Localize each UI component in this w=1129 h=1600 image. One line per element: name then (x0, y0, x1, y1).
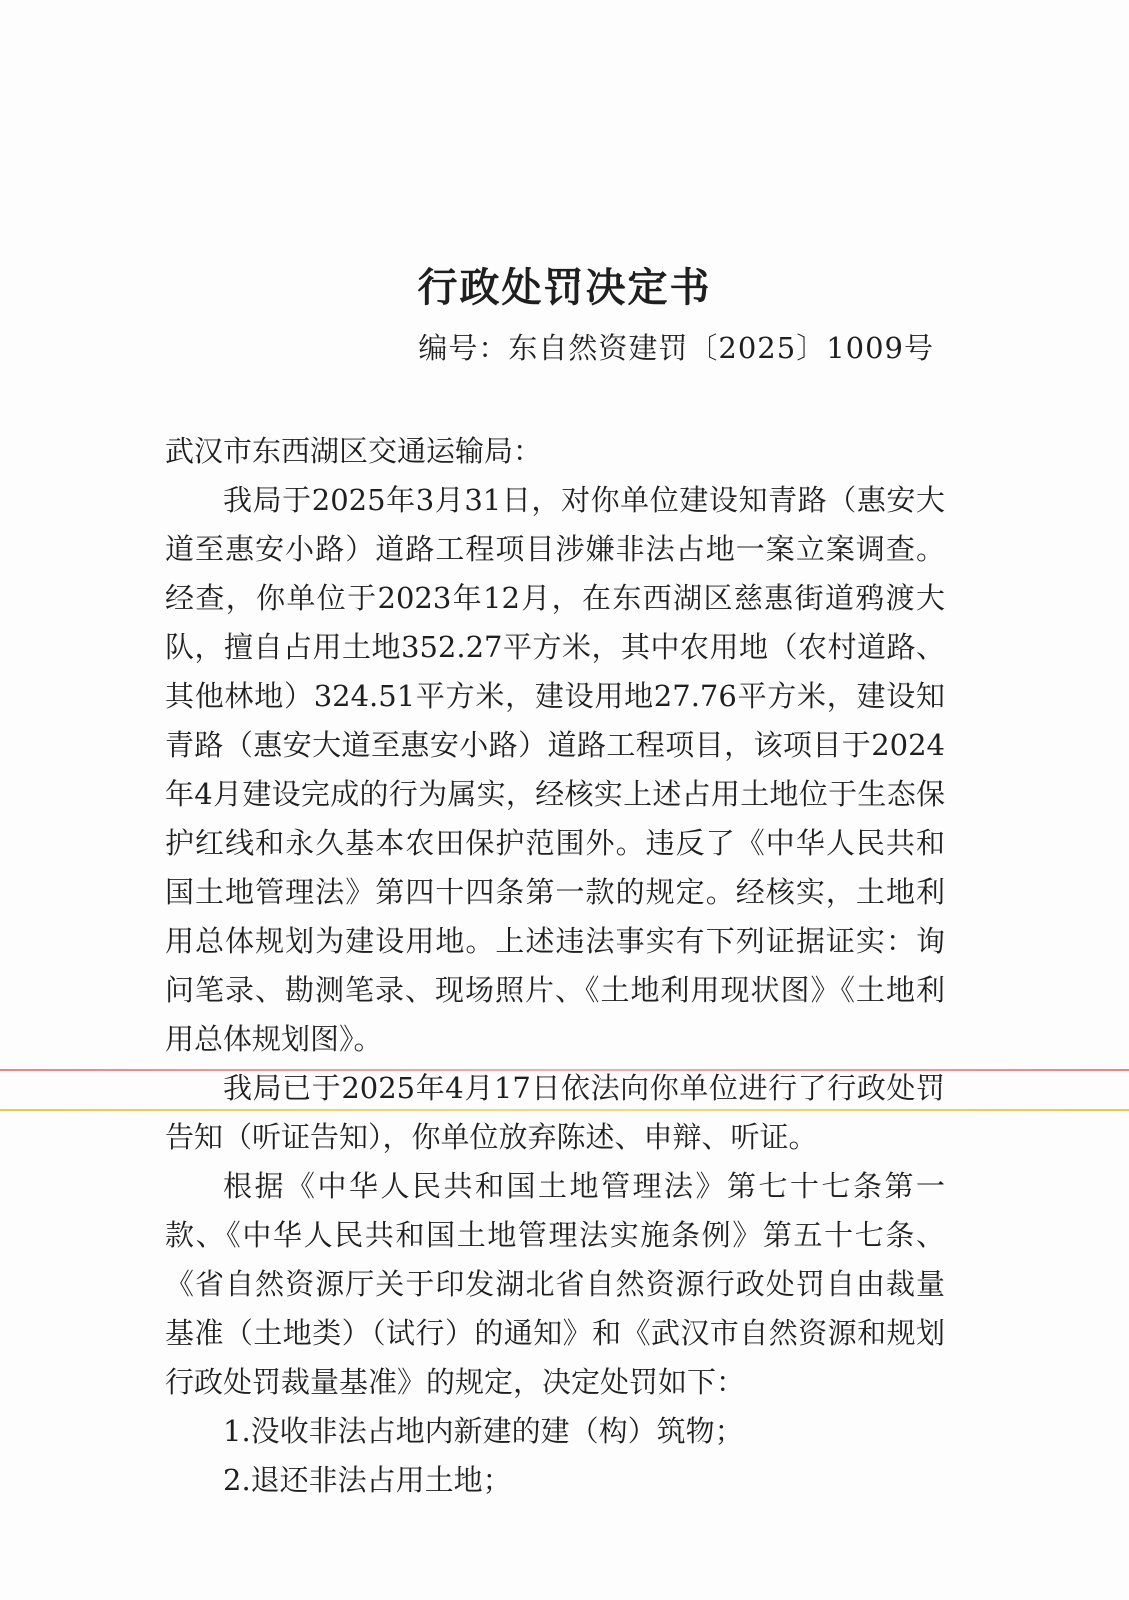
decision-item: 2.退还非法占用土地； (223, 1463, 512, 1497)
document-title: 行政处罚决定书 (417, 264, 712, 311)
paragraph-legal-basis: 根据《中华人民共和国土地管理法》第七十七条第一款、《中华人民共和国土地管理法实施条例》第五十七条、《省自然资源厅关于印发湖北省自然资源行政处罚自由裁量基准（土地类）（试行）的通知》和《武汉市自然资源和规划行政处罚裁量基准》的规定，决定处罚如下： (165, 1169, 945, 1399)
recipient: 武汉市东西湖区交通运输局： (165, 434, 543, 468)
paragraph-investigation: 我局于2025年3月31日，对你单位建设知青路（惠安大道至惠安小路）道路工程项目涉嫌非法占地一案立案调查。经查，你单位于2023年12月，在东西湖区慈惠街道鸦渡大队，擅自占用土地352.27平方米，其中农用地（农村道路、其他林地）324.51平方米，建设用地27.76平方米，建设知青路（惠安大道至惠安小路）道路工程项目，该项目于2024年4月建设完成的行为属实，经核实上述占用土地位于生态保护红线和永久基本农田保护范围外。违反了《中华人民共和国土地管理法》第四十四条第一款的规定。经核实，土地利用总体规划为建设用地。上述违法事实有下列证据证实：询问笔录、勘测笔录、现场照片、《土地利用现状图》《土地利用总体规划图》。 (165, 483, 945, 1056)
document-body (165, 427, 945, 1505)
document-number: 编号：东自然资建罚〔2025〕1009号 (418, 331, 934, 365)
paragraph-notification: 我局已于2025年4月17日依法向你单位进行了行政处罚告知（听证告知），你单位放弃陈述、申辩、听证。 (165, 1071, 945, 1154)
decision-item: 1.没收非法占地内新建的建（构）筑物； (223, 1414, 744, 1448)
